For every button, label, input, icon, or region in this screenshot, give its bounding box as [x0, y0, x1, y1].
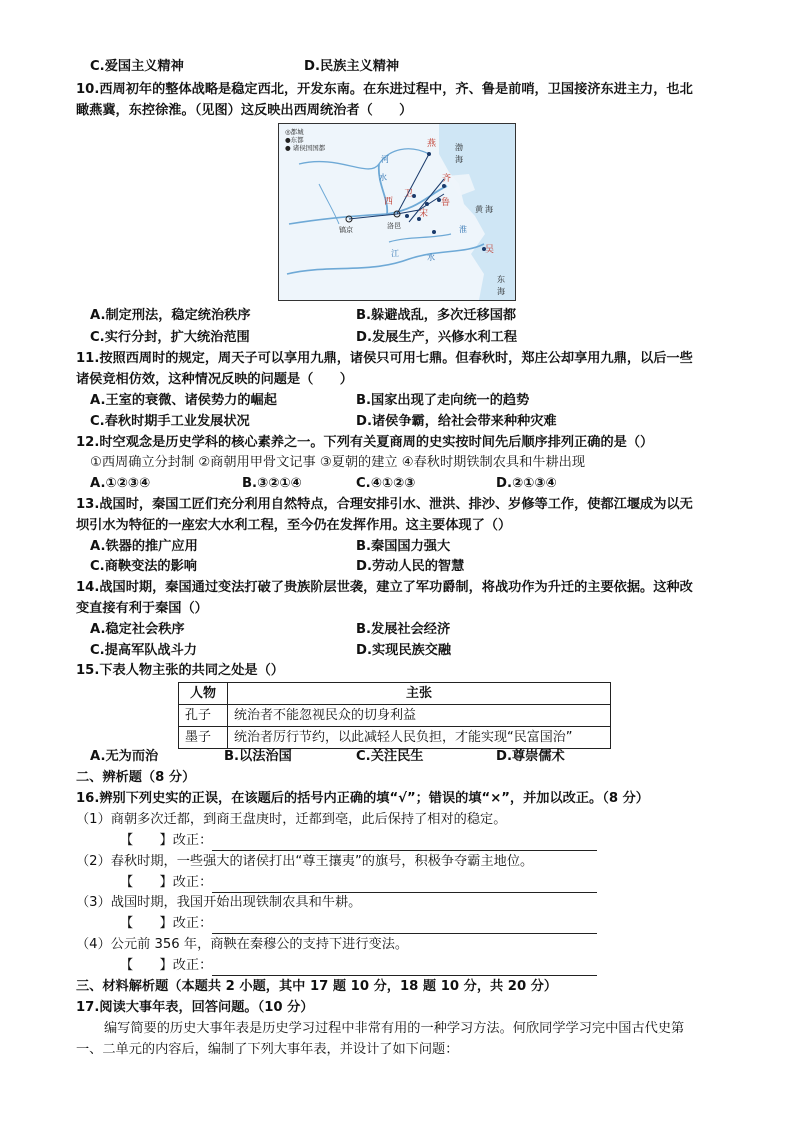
- q16-stem: 16.辨别下列史实的正误，在该题后的括号内正确的填“√”；错误的填“×”，并加以改正。（8 分）: [76, 791, 649, 806]
- q10-option-b: B.躲避战乱，多次迁移国都: [356, 308, 517, 323]
- q14-option-a: A.稳定社会秩序: [90, 622, 185, 637]
- q16-answer-4[interactable]: [120, 956, 597, 976]
- q12-option-a: A.①②③④: [90, 476, 151, 491]
- q17-paragraph-line2: 一、二单元的内容后，编制了下列大事年表，并设计了如下问题：: [76, 1042, 459, 1057]
- q12-option-d: D.②①③④: [496, 476, 557, 491]
- table-cell-person: 孔子: [179, 705, 228, 727]
- q11-option-c: C.春秋时期手工业发展状况: [90, 414, 250, 429]
- map-label-dong: 东: [497, 275, 505, 284]
- correction-blank[interactable]: [212, 919, 597, 934]
- map-label-hai2: 海: [485, 205, 493, 214]
- q13-stem-line1: 13.战国时，秦国工匠们充分利用自然特点，合理安排引水、泄洪、排沙、岁修等工作，使都江堰成为以无: [76, 497, 693, 512]
- q9-option-d: D.民族主义精神: [304, 59, 400, 74]
- q15-stem: 15.下表人物主张的共同之处是（）: [76, 663, 284, 678]
- map-label-jiang: 江: [391, 249, 399, 258]
- q16-item-4: （4）公元前 356 年，商鞅在秦穆公的支持下进行变法。: [76, 937, 409, 952]
- q10-stem-line1: 10.西周初年的整体战略是稳定西北，开发东南。在东进过程中，齐、鲁是前哨，卫国接济东进主力，也北: [76, 82, 693, 97]
- map-label-luoyi: 洛邑: [387, 222, 401, 230]
- map-label-huang: 黄: [475, 205, 483, 214]
- map-label-wu: 吴: [485, 245, 495, 255]
- q13-option-c: C.商鞅变法的影响: [90, 559, 197, 574]
- table-header-person: 人物: [179, 683, 228, 705]
- answer-bracket-label: 【 】改正：: [120, 833, 213, 848]
- legend-eastern-capital: ●东都: [285, 136, 304, 144]
- answer-bracket-label: 【 】改正：: [120, 916, 213, 931]
- section2-title: 二、辨析题（8 分）: [76, 770, 196, 785]
- q14-option-c: C.提高军队战斗力: [90, 643, 197, 658]
- q14-stem-line1: 14.战国时期，秦国通过变法打破了贵族阶层世袭，建立了军功爵制，将战功作为升迁的主要依据。这种改: [76, 580, 693, 595]
- correction-blank[interactable]: [212, 878, 597, 893]
- q10-stem-line2: 瞰燕冀，东控徐淮。（见图）这反映出西周统治者（ ）: [76, 103, 413, 118]
- map-label-lu: 鲁: [441, 198, 451, 208]
- q15-option-d: D.尊崇儒术: [496, 749, 565, 764]
- q15-option-b: B.以法治国: [224, 749, 292, 764]
- map-label-he: 河: [381, 155, 389, 164]
- map-label-xi: 西: [384, 197, 394, 207]
- q16-answer-1[interactable]: [120, 831, 597, 851]
- q16-item-2: （2）春秋时期，一些强大的诸侯打出“尊王攘夷”的旗号，积极争夺霸主地位。: [76, 854, 534, 869]
- q17-stem: 17.阅读大事年表，回答问题。（10 分）: [76, 1000, 314, 1015]
- table-cell-person: 墨子: [179, 727, 228, 749]
- q11-option-a: A.王室的衰微、诸侯势力的崛起: [90, 393, 277, 408]
- answer-bracket-label: 【 】改正：: [120, 958, 213, 973]
- map-label-wei: 卫: [404, 189, 414, 199]
- correction-blank[interactable]: [212, 961, 597, 976]
- q15-option-a: A.无为而治: [90, 749, 159, 764]
- q13-option-d: D.劳动人民的智慧: [356, 559, 465, 574]
- q13-option-a: A.铁器的推广应用: [90, 539, 198, 554]
- section3-title: 三、材料解析题（本题共 2 小题，其中 17 题 10 分，18 题 10 分，共 20 分）: [76, 979, 558, 994]
- map-label-shui2: 水: [427, 253, 435, 262]
- map-label-bohai: 渤: [455, 143, 463, 152]
- map-label-huai: 淮: [459, 225, 467, 234]
- q15-option-c: C.关注民生: [356, 749, 424, 764]
- q16-item-1: （1）商朝多次迁都，到商王盘庚时，迁都到亳，此后保持了相对的稳定。: [76, 812, 507, 827]
- map-label-yan: 燕: [427, 139, 437, 149]
- table-cell-claim: 统治者厉行节约，以此减轻人民负担，才能实现“民富国治”: [228, 727, 611, 749]
- q14-option-b: B.发展社会经济: [356, 622, 451, 637]
- map-graphic: [279, 124, 515, 300]
- table-row: [179, 727, 611, 749]
- map-label-song: 宋: [419, 209, 429, 219]
- q16-answer-2[interactable]: [120, 873, 597, 893]
- q11-option-b: B.国家出现了走向统一的趋势: [356, 393, 530, 408]
- q10-option-d: D.发展生产，兴修水利工程: [356, 330, 518, 345]
- q14-stem-line2: 变直接有利于秦国（）: [76, 601, 208, 616]
- answer-bracket-label: 【 】改正：: [120, 875, 213, 890]
- q15-table: [178, 682, 611, 749]
- correction-blank[interactable]: [212, 836, 597, 851]
- map-label-haojing: 镐京: [339, 226, 353, 234]
- q10-option-c: C.实行分封，扩大统治范围: [90, 330, 250, 345]
- table-cell-claim: 统治者不能忽视民众的切身利益: [228, 705, 611, 727]
- q12-stem-line1: 12.时空观念是历史学科的核心素养之一。下列有关夏商周的史实按时间先后顺序排列正确的是（）: [76, 435, 654, 450]
- q13-stem-line2: 坝引水为特征的一座宏大水利工程，至今仍在发挥作用。这主要体现了（）: [76, 518, 512, 533]
- q11-stem-line1: 11.按照西周时的规定，周天子可以享用九鼎，诸侯只可用七鼎。但春秋时，郑庄公却享用九鼎，以后一些: [76, 351, 693, 366]
- q16-answer-3[interactable]: [120, 914, 597, 934]
- q9-option-c: C.爱国主义精神: [90, 59, 184, 74]
- map-label-qi: 齐: [442, 174, 452, 184]
- q12-option-b: B.③②①④: [242, 476, 302, 491]
- q11-option-d: D.诸侯争霸，给社会带来种种灾难: [356, 414, 557, 429]
- western-zhou-map: [278, 123, 516, 301]
- q16-item-3: （3）战国时期，我国开始出现铁制农具和牛耕。: [76, 895, 362, 910]
- map-label-shui1: 水: [379, 173, 387, 182]
- map-label-hai3: 海: [497, 287, 505, 296]
- map-label-hai1: 海: [455, 155, 463, 164]
- q12-stem-line2: ①西周确立分封制 ②商朝用甲骨文记事 ③夏朝的建立 ④春秋时期铁制农具和牛耕出现: [90, 455, 586, 470]
- table-row: [179, 705, 611, 727]
- q11-stem-line2: 诸侯竞相仿效，这种情况反映的问题是（ ）: [76, 372, 353, 387]
- q14-option-d: D.实现民族交融: [356, 643, 452, 658]
- table-header-claim: 主张: [228, 683, 611, 705]
- q12-option-c: C.④①②③: [356, 476, 416, 491]
- legend-capital: ◎都城: [285, 128, 304, 136]
- q13-option-b: B.秦国国力强大: [356, 539, 451, 554]
- q17-paragraph-line1: 编写简要的历史大事年表是历史学习过程中非常有用的一种学习方法。何欣同学学习完中国古代史第: [104, 1021, 685, 1036]
- q10-option-a: A.制定刑法，稳定统治秩序: [90, 308, 251, 323]
- legend-vassal-capital: ● 诸侯国国都: [285, 144, 326, 152]
